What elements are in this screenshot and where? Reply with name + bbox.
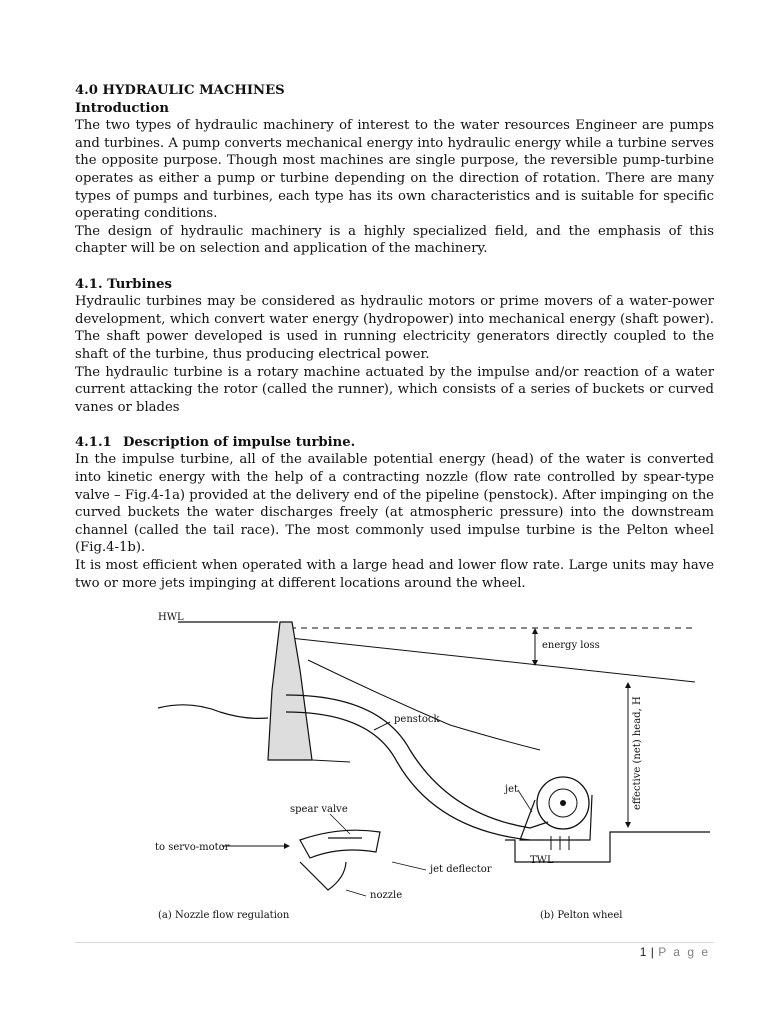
jet-label: jet: [505, 784, 519, 795]
turbines-paragraph-2: The hydraulic turbine is a rotary machine actuated by the impulse and/or reaction of a water current attacking the rotor (called the runner), which consists of a series of buckets or curved vanes or blades: [75, 364, 714, 415]
effective-head-label: effective (net) head, H: [632, 696, 643, 810]
jet-line: [530, 822, 548, 828]
twl-label: TWL: [530, 855, 554, 866]
jet-deflector-label: jet deflector: [430, 864, 492, 875]
nozzle-label: nozzle: [370, 890, 403, 901]
ground-left: [158, 705, 268, 719]
intro-paragraph-2: The design of hydraulic machinery is a highly specialized field, and the emphasis of this chapter will be on selection and application of the machinery.: [75, 223, 714, 257]
ground-right: [308, 660, 540, 750]
impulse-section-title: Description of impulse turbine.: [123, 434, 356, 450]
footer-separator: |: [650, 945, 655, 959]
intro-heading: Introduction: [75, 100, 169, 116]
spear-valve-label: spear valve: [290, 804, 348, 815]
page-footer: [640, 945, 710, 959]
impulse-heading: [75, 434, 714, 452]
penstock-label: penstock: [394, 714, 440, 725]
impulse-paragraph-1: In the impulse turbine, all of the available potential energy (head) of the water is converted into kinetic energy with the help of a contracting nozzle (flow rate controlled by spear-type valve – Fig.4-1a) provided at the delivery end of the pipeline (penstock). After impinging on the curved buckets the water discharges freely (at atmospheric pressure) into the downstream channel (called the tail race). The most commonly used impulse turbine is the Pelton wheel (Fig.4-1b).: [75, 452, 714, 556]
servo-label: to servo-motor: [155, 842, 230, 853]
dam: [268, 622, 312, 760]
turbines-paragraph-1: Hydraulic turbines may be considered as hydraulic motors or prime movers of a water-power development, which convert water energy (hydropower) into mechanical energy (shaft power). The shaft power developed is used in running electricity generators directly coupled to the shaft of the turbine, thus producing electrical power.: [75, 294, 714, 362]
energy-gradeline: [290, 638, 695, 682]
chapter-heading: 4.0 HYDRAULIC MACHINES: [75, 83, 285, 98]
wheel-casing: [520, 795, 592, 840]
turbines-heading: 4.1. Turbines: [75, 276, 172, 292]
caption-a: (a) Nozzle flow regulation: [158, 910, 290, 921]
penstock-bottom: [286, 712, 530, 840]
page-label: P a g e: [658, 945, 710, 959]
page-number: 1: [639, 945, 647, 959]
impulse-section-number: 4.1.1: [75, 434, 112, 450]
nozzle-body: [300, 830, 380, 858]
pelton-figure: [150, 600, 720, 930]
hwl-label: HWL: [158, 612, 184, 623]
energy-loss-label: energy loss: [542, 640, 600, 651]
deflector-pipe: [300, 862, 346, 890]
document-body: [75, 82, 714, 592]
impulse-paragraph-2: It is most efficient when operated with a large head and lower flow rate. Large units may have two or more jets impinging at different locations around the wheel.: [75, 558, 714, 591]
pelton-diagram: [150, 600, 720, 930]
caption-b: (b) Pelton wheel: [540, 910, 623, 921]
intro-paragraph-1: The two types of hydraulic machinery of interest to the water resources Engineer are pumps and turbines. A pump converts mechanical energy into hydraulic energy while a turbine serves the opposite purpose. Though most machines are single purpose, the reversible pump-turbine operates as either a pump or turbine depending on the direction of rotation. There are many types of pumps and turbines, each type has its own characteristics and is suitable for specific operating conditions.: [75, 118, 714, 222]
footer-rule: [75, 942, 714, 943]
